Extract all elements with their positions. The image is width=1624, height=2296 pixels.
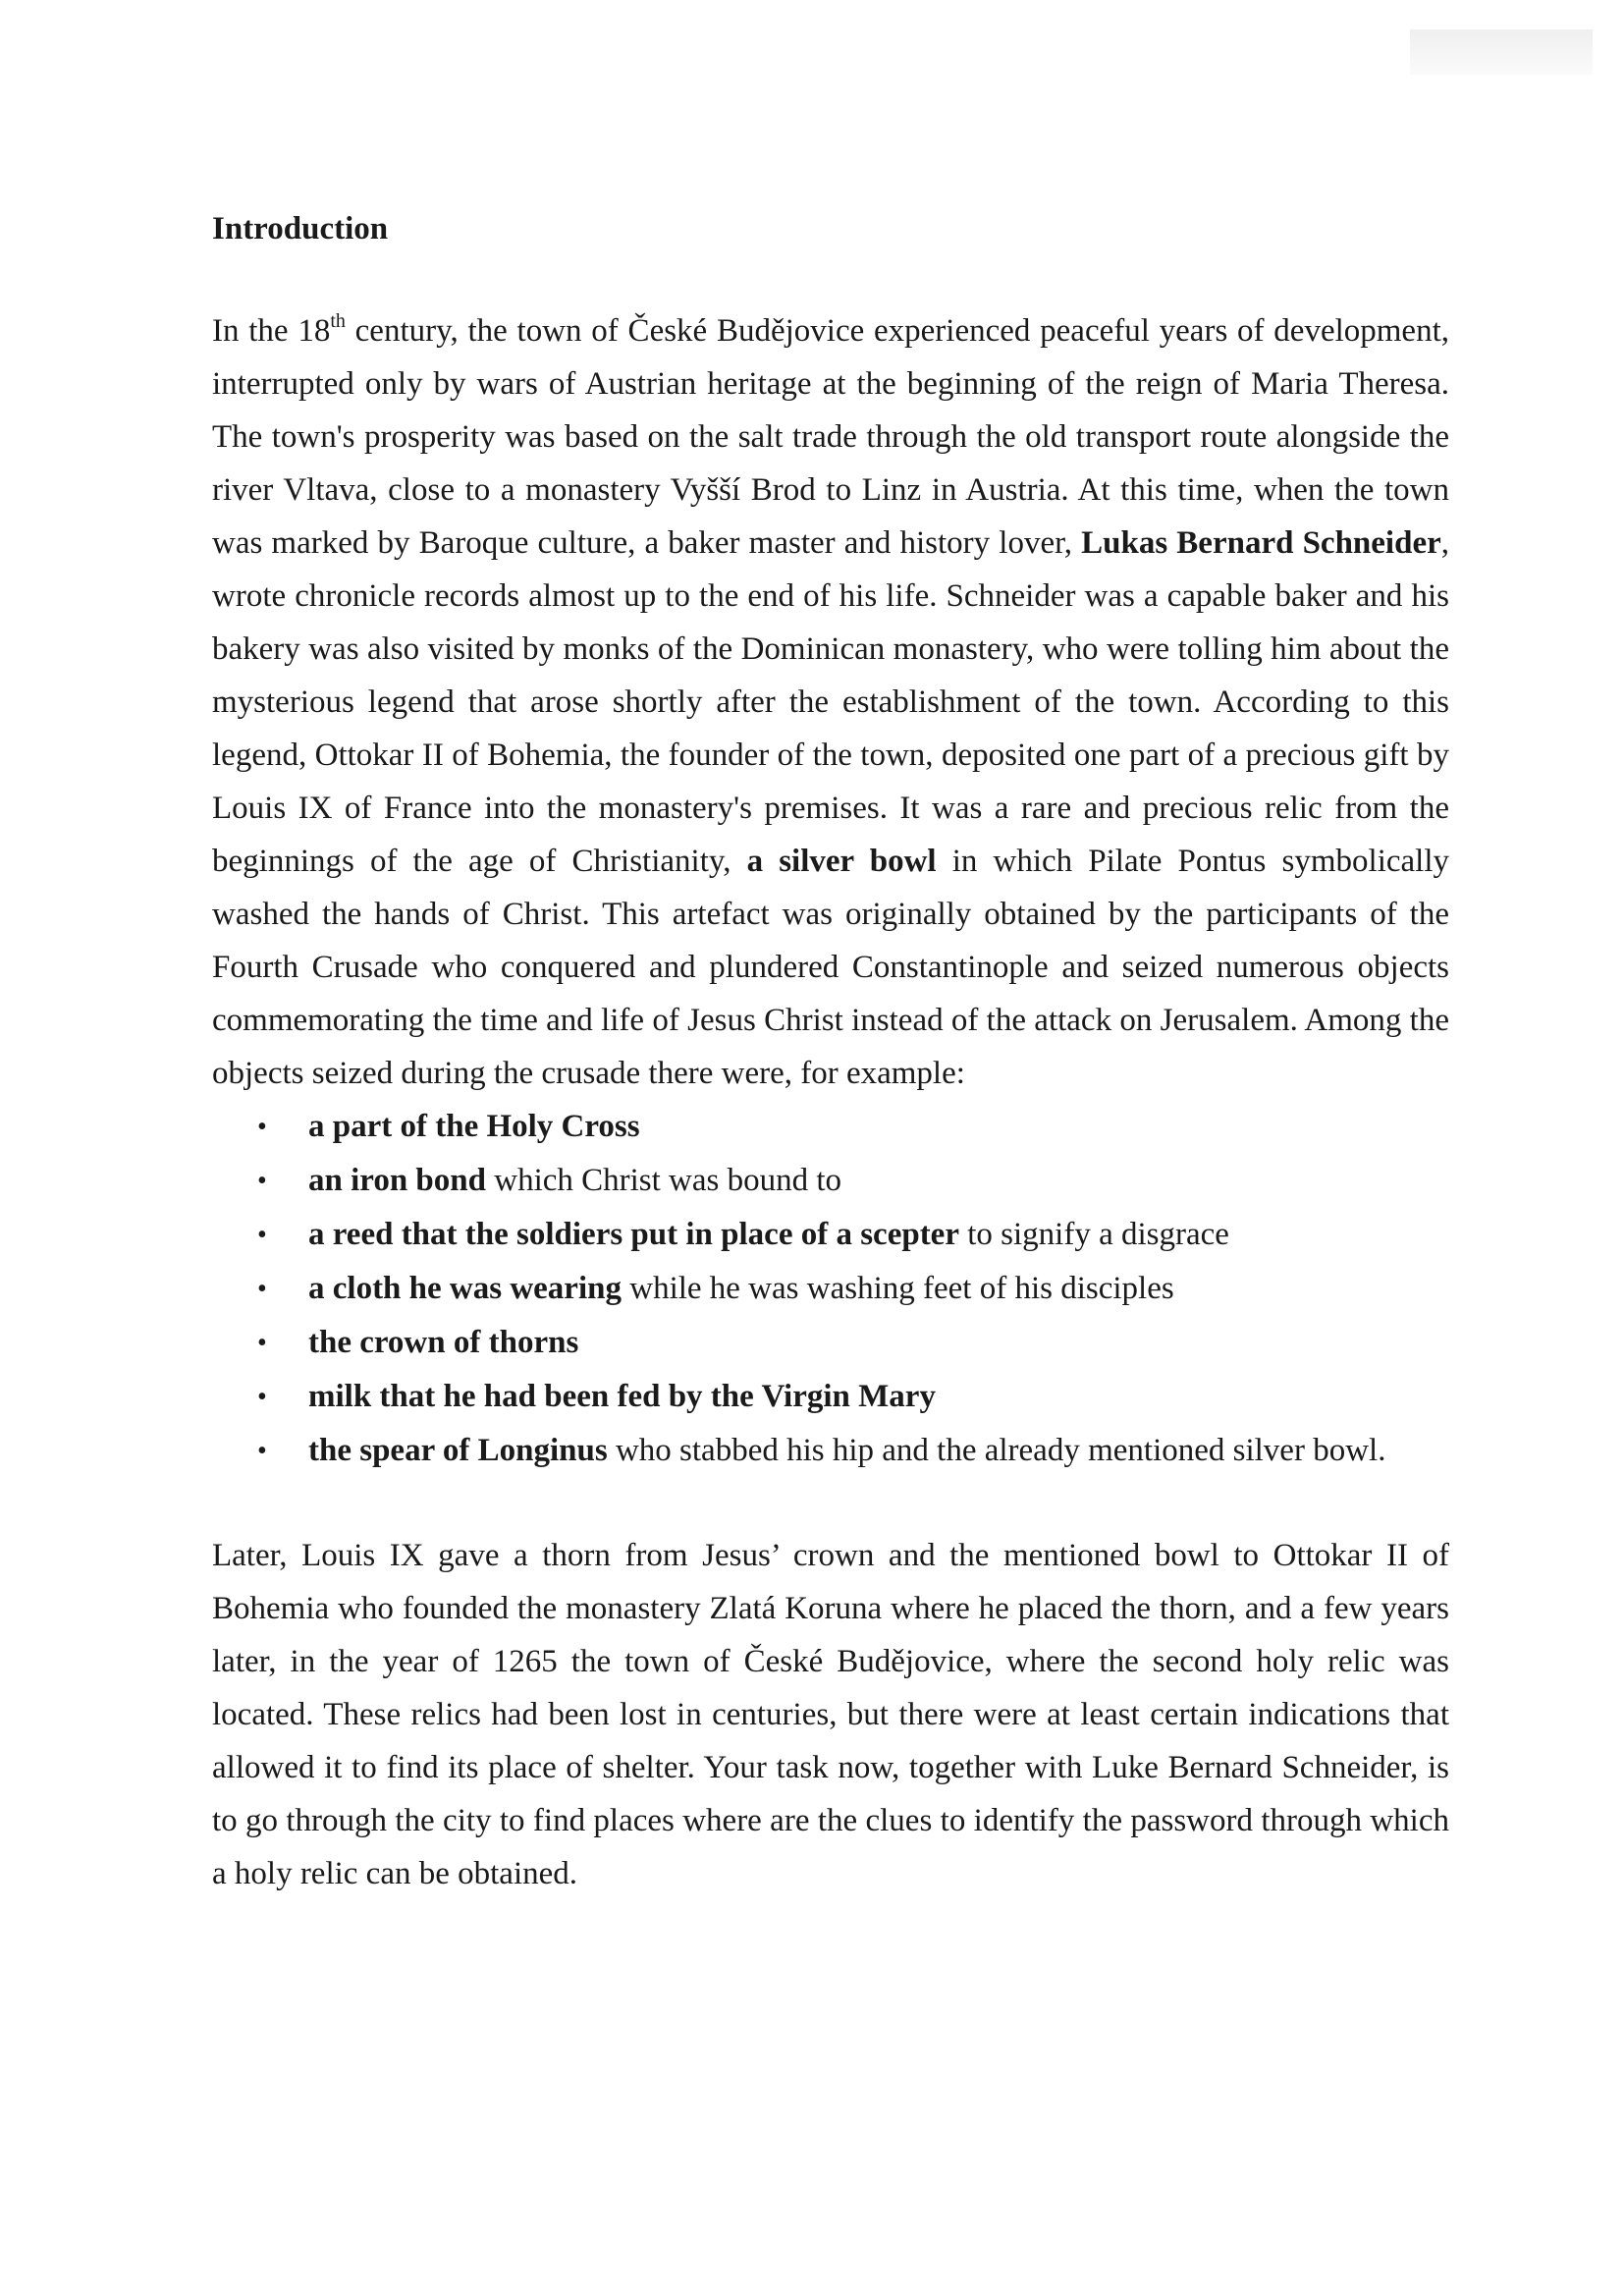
- list-item: [257, 1208, 1449, 1262]
- list-item: [257, 1262, 1449, 1316]
- list-item: [257, 1154, 1449, 1208]
- bullet-icon: •: [257, 1328, 267, 1358]
- intro-text-2: century, the town of České Budějovice experienced peaceful years of development, interrupted only by wars of Austrian heritage at the beginning of the reign of Maria Theresa. The town's prosperity was based on the salt trade through the old transport route alongside the river Vltava, close to a monastery Vyšší Brod to Linz in Austria. At this time, when the town was marked by Baroque culture, a baker master and history lover,: [212, 313, 1449, 561]
- relic-list: [212, 1100, 1449, 1478]
- ordinal-suffix: th: [330, 310, 346, 332]
- bullet-icon: •: [257, 1274, 267, 1304]
- relic-name: a reed that the soldiers put in place of a scepter: [308, 1217, 959, 1252]
- relic-name: an iron bond: [308, 1163, 486, 1198]
- intro-text-3: , wrote chronicle records almost up to the end of his life. Schneider was a capable baker and his bakery was also visited by monks of the Dominican monastery, who were tolling him about the mysterious legend that arose shortly after the establishment of the town. According to this legend, Ottokar II of Bohemia, the founder of the town, deposited one part of a precious gift by Louis IX of France into the monastery's premises. It was a rare and precious relic from the beginnings of the age of Christianity,: [212, 525, 1449, 879]
- intro-text-1: In the 18: [212, 313, 331, 349]
- relic-name: a cloth he was wearing: [308, 1271, 622, 1306]
- paragraph-spacer: [212, 1478, 1449, 1529]
- closing-paragraph: Later, Louis IX gave a thorn from Jesus’ crown and the mentioned bowl to Ottokar II of Bohemia who founded the monastery Zlatá Koruna where he placed the thorn, and a few years later, in the year of 1265 the town of České Budějovice, where the second holy relic was located. These relics had been lost in centuries, but there were at least certain indications that allowed it to find its place of shelter. Your task now, together with Luke Bernard Schneider, is to go through the city to find places where are the clues to identify the password through which a holy relic can be obtained.: [212, 1538, 1449, 1891]
- bullet-icon: •: [257, 1382, 267, 1412]
- relic-detail: who stabbed his hip and the already mentioned silver bowl.: [607, 1433, 1386, 1468]
- scan-artifact: [1410, 29, 1593, 75]
- document-body: [212, 202, 1449, 1900]
- relic-name: milk that he had been fed by the Virgin Mary: [308, 1379, 936, 1414]
- list-item: [257, 1424, 1449, 1478]
- chronicler-name: Lukas Bernard Schneider: [1081, 525, 1441, 561]
- relic-detail: to signify a disgrace: [958, 1217, 1229, 1252]
- relic-detail: while he was washing feet of his disciples: [621, 1271, 1174, 1306]
- relic-detail: which Christ was bound to: [485, 1163, 842, 1198]
- relic-name: the crown of thorns: [308, 1325, 579, 1360]
- relic-name: the spear of Longinus: [308, 1433, 608, 1468]
- silver-bowl-term: a silver bowl: [746, 844, 937, 879]
- bullet-icon: •: [257, 1436, 267, 1466]
- intro-paragraph: [212, 304, 1449, 1100]
- list-item: [257, 1100, 1449, 1154]
- list-item: [257, 1316, 1449, 1370]
- bullet-icon: •: [257, 1220, 267, 1250]
- bullet-icon: •: [257, 1166, 267, 1196]
- intro-text-4: in which Pilate Pontus symbolically washed the hands of Christ. This artefact was originally obtained by the participants of the Fourth Crusade who conquered and plundered Constantinople and seized numerous objects commemorating the time and life of Jesus Christ instead of the attack on Jerusalem. Among the objects seized during the crusade there were, for example:: [212, 844, 1450, 1091]
- list-item: [257, 1370, 1449, 1424]
- relic-name: a part of the Holy Cross: [308, 1109, 640, 1144]
- section-heading: Introduction: [212, 211, 389, 246]
- bullet-icon: •: [257, 1112, 267, 1142]
